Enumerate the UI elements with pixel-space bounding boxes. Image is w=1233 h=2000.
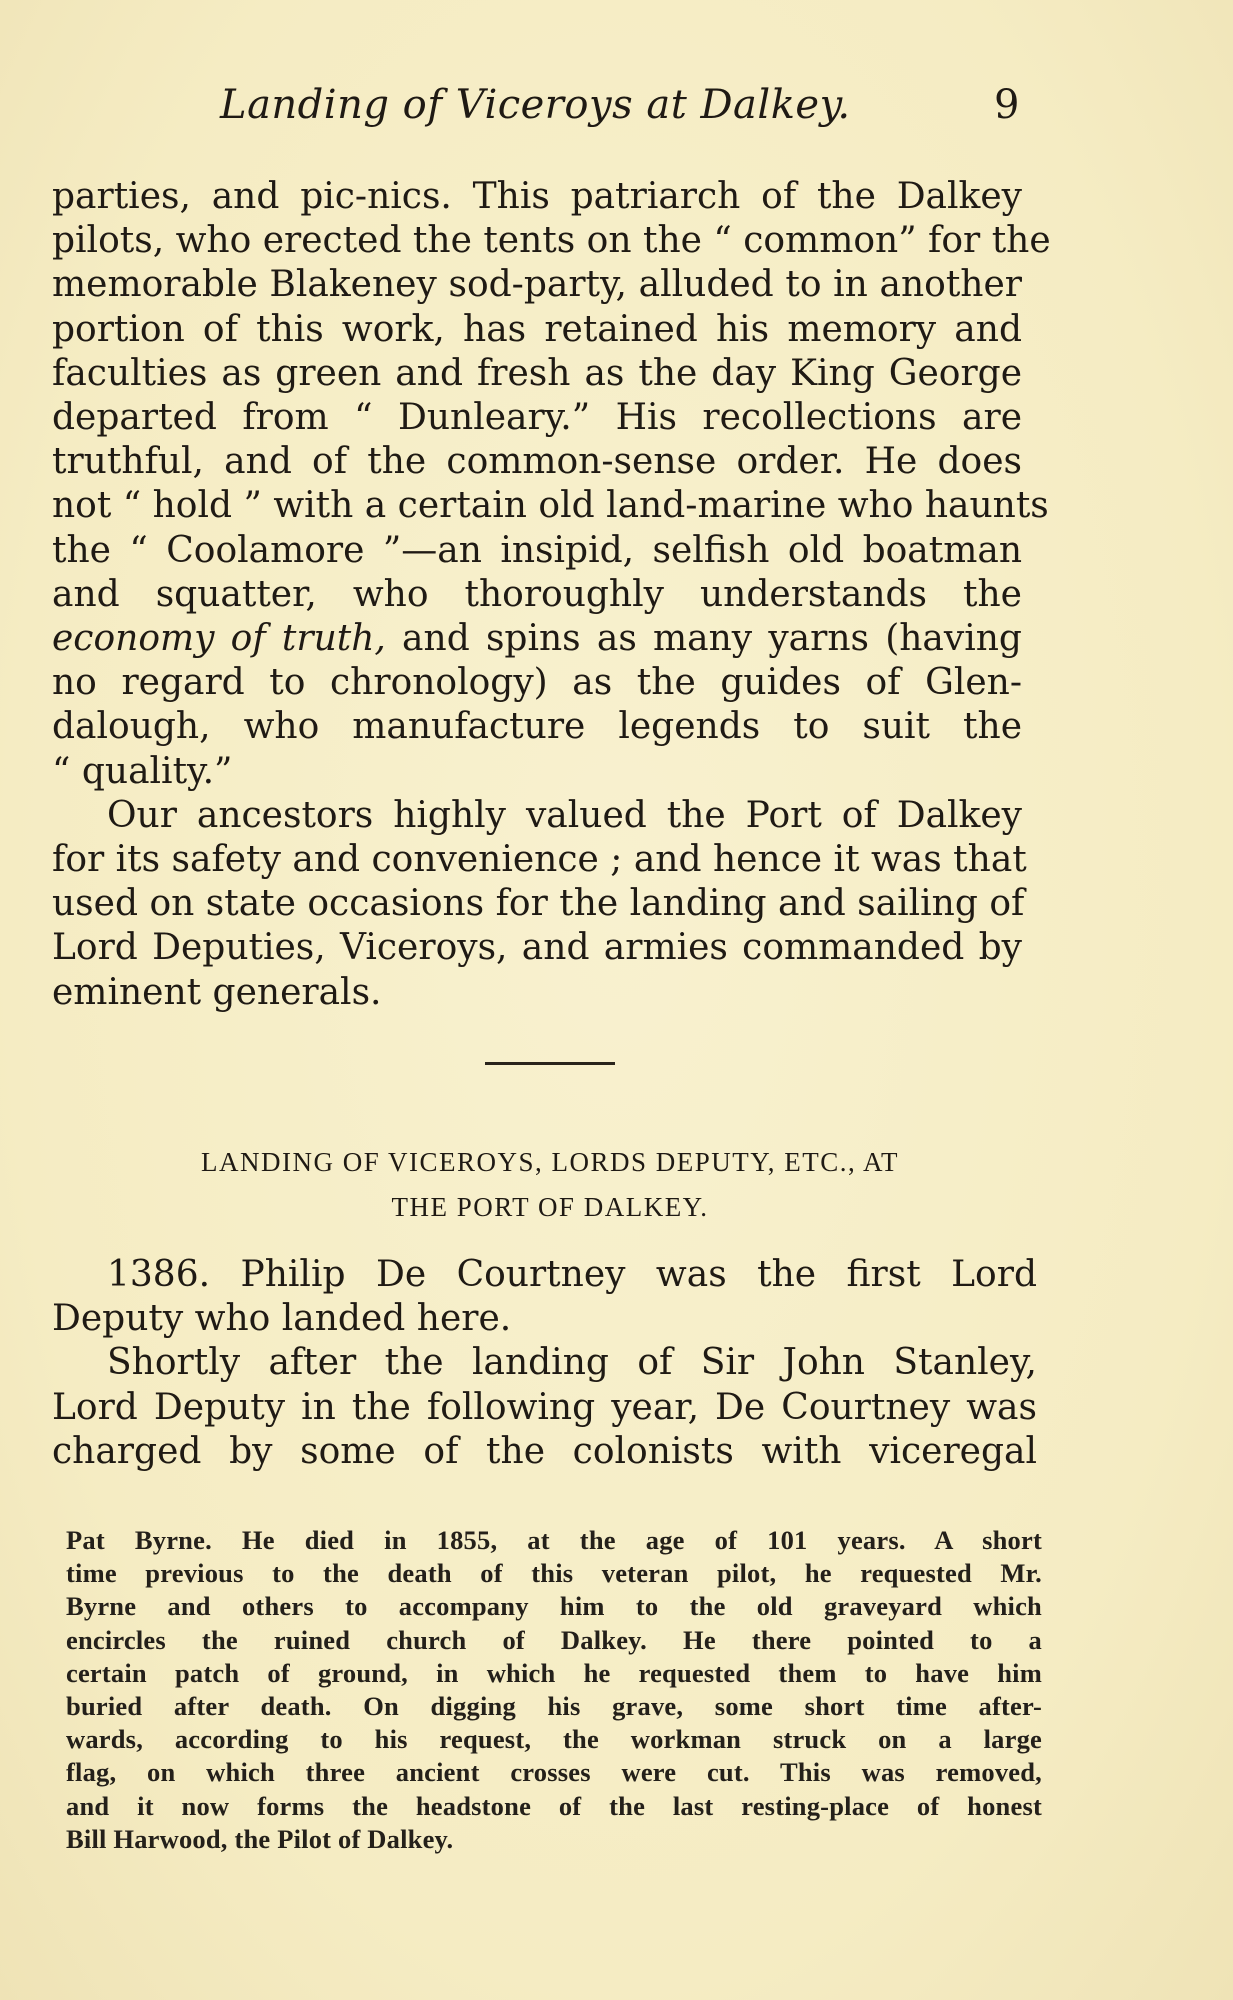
text-line: memorable Blakeney sod-party, alluded to in another bbox=[52, 264, 1022, 306]
footnote-line: certain patch of ground, in which he requested them to have him bbox=[66, 1657, 1042, 1688]
page-number: 9 bbox=[994, 82, 1020, 128]
text-line: eminent generals. bbox=[52, 971, 382, 1013]
footnote-line: flag, on which three ancient crosses were cut. This was removed, bbox=[66, 1757, 1042, 1788]
text-line: the “ Coolamore ”—an insipid, selfish old boatman bbox=[52, 529, 1022, 571]
text-line: used on state occasions for the landing and sailing of bbox=[52, 883, 1025, 925]
footnote-line: Pat Byrne. He died in 1855, at the age of 101 years. A short bbox=[66, 1525, 1042, 1555]
text-line: portion of this work, has retained his memory and bbox=[52, 308, 1022, 350]
text-line-economy bbox=[52, 617, 1022, 661]
text-line: Lord Deputy in the following year, De Courtney was bbox=[52, 1386, 1037, 1428]
text-line: dalough, who manufacture legends to suit the bbox=[52, 706, 1022, 748]
running-head-title: Landing of Viceroys at Dalkey. bbox=[220, 82, 851, 128]
footnote-line: encircles the ruined church of Dalkey. He there pointed to a bbox=[66, 1624, 1042, 1655]
footnote-line: Bill Harwood, the Pilot of Dalkey. bbox=[66, 1823, 454, 1854]
text-line: Lord Deputies, Viceroys, and armies commanded by bbox=[52, 927, 1022, 969]
text-line: and squatter, who thoroughly understands the bbox=[52, 573, 1022, 615]
text-line: 1386. Philip De Courtney was the first Lord bbox=[107, 1254, 1037, 1295]
text-line: pilots, who erected the tents on the “ common” for the bbox=[52, 220, 1051, 262]
section-divider-rule bbox=[485, 1062, 615, 1065]
footnote-line: and it now forms the headstone of the last resting-place of honest bbox=[66, 1790, 1042, 1821]
text-line: charged by some of the colonists with viceregal bbox=[52, 1430, 1037, 1472]
text-line: parties, and pic-nics. This patriarch of the Dalkey bbox=[52, 176, 1022, 217]
section-heading bbox=[90, 1140, 1010, 1230]
footnote-line: Byrne and others to accompany him to the old graveyard which bbox=[66, 1591, 1042, 1622]
text-line: Deputy who landed here. bbox=[52, 1298, 512, 1340]
footnote bbox=[66, 1524, 1042, 1856]
text-line: Our ancestors highly valued the Port of Dalkey bbox=[107, 794, 1022, 836]
text-line: for its safety and convenience ; and hence it was that bbox=[52, 839, 1027, 881]
text-line: Shortly after the landing of Sir John Stanley, bbox=[107, 1342, 1037, 1384]
main-text-bottom bbox=[52, 1253, 1037, 1474]
text-line: no regard to chronology) as the guides of Glen- bbox=[52, 662, 1022, 704]
text-line: truthful, and of the common-sense order. He does bbox=[52, 441, 1022, 483]
text-line: not “ hold ” with a certain old land-marine who haunts bbox=[52, 485, 1049, 527]
italic-phrase: economy of truth, bbox=[52, 618, 386, 660]
text-line: “ quality.” bbox=[52, 750, 233, 792]
footnote-line: buried after death. On digging his grave, some short time after- bbox=[66, 1691, 1042, 1722]
footnote-line: time previous to the death of this veteran pilot, he requested Mr. bbox=[66, 1558, 1042, 1589]
main-text-top bbox=[52, 175, 1051, 1015]
section-heading-line2: THE PORT OF DALKEY. bbox=[391, 1192, 709, 1222]
text-line: departed from “ Dunleary.” His recollections are bbox=[52, 397, 1022, 439]
text-fragment: and spins as many yarns (having bbox=[385, 618, 1022, 660]
text-line: faculties as green and fresh as the day King George bbox=[52, 352, 1022, 394]
footnote-line: wards, according to his request, the workman struck on a large bbox=[66, 1724, 1042, 1755]
section-heading-line1: LANDING OF VICEROYS, LORDS DEPUTY, ETC., AT bbox=[200, 1147, 900, 1177]
